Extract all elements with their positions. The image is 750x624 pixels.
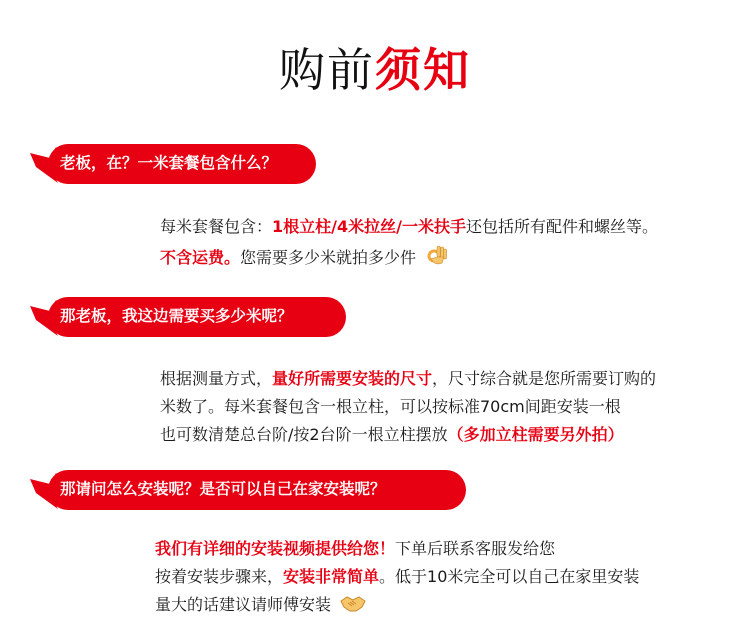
title-part-2: 须知 xyxy=(375,43,471,97)
answer-2-line-1: 根据测量方式，量好所需要安装的尺寸，尺寸综合就是您所需要订购的 xyxy=(160,369,657,388)
answer-2-line-2: 米数了。每米套餐包含一根立柱，可以按标准70cm间距安装一根 xyxy=(160,397,621,416)
answer-1-line-1: 每米套餐包含：1根立柱/4米拉丝/一米扶手还包括所有配件和螺丝等。 xyxy=(160,217,658,236)
highlight-simple: 安装非常简单 xyxy=(283,567,380,586)
question-banner-2 xyxy=(28,296,348,338)
highlight-package: 1根立柱/4米拉丝/一米扶手 xyxy=(272,217,466,236)
page-title xyxy=(0,40,750,100)
highlight-no-shipping: 不含运费。 xyxy=(160,248,241,267)
ok-hand-icon xyxy=(425,244,447,274)
highlight-measure: 量好所需要安装的尺寸 xyxy=(272,369,433,388)
answer-1 xyxy=(160,214,658,274)
answer-3-line-3: 量大的话建议请师傅安装 xyxy=(155,592,639,621)
answer-3 xyxy=(155,536,639,621)
question-banner-1 xyxy=(28,143,318,185)
question-text-2: 那老板，我这边需要买多少米呢？ xyxy=(60,307,293,325)
question-banner-3 xyxy=(28,469,468,511)
answer-1-line-2: 不含运费。您需要多少米就拍多少件 xyxy=(160,244,658,274)
answer-3-line-2: 按着安装步骤来，安装非常简单。低于10米完全可以自己在家里安装 xyxy=(155,567,640,586)
answer-2 xyxy=(160,366,656,448)
highlight-video: 我们有详细的安装视频提供给您！ xyxy=(155,539,396,558)
answer-2-line-3: 也可数清楚总台阶/按2台阶一根立柱摆放（多加立柱需要另外拍） xyxy=(160,425,624,444)
answer-3-line-1: 我们有详细的安装视频提供给您！下单后联系客服发给您 xyxy=(155,539,556,558)
question-text-1: 老板，在？一米套餐包含什么？ xyxy=(60,154,278,172)
question-text-3: 那请问怎么安装呢？是否可以自己在家安装呢？ xyxy=(60,480,386,498)
highlight-extra-posts: （多加立柱需要另外拍） xyxy=(447,425,624,444)
handshake-icon xyxy=(340,593,366,621)
title-part-1: 购前 xyxy=(279,43,375,97)
